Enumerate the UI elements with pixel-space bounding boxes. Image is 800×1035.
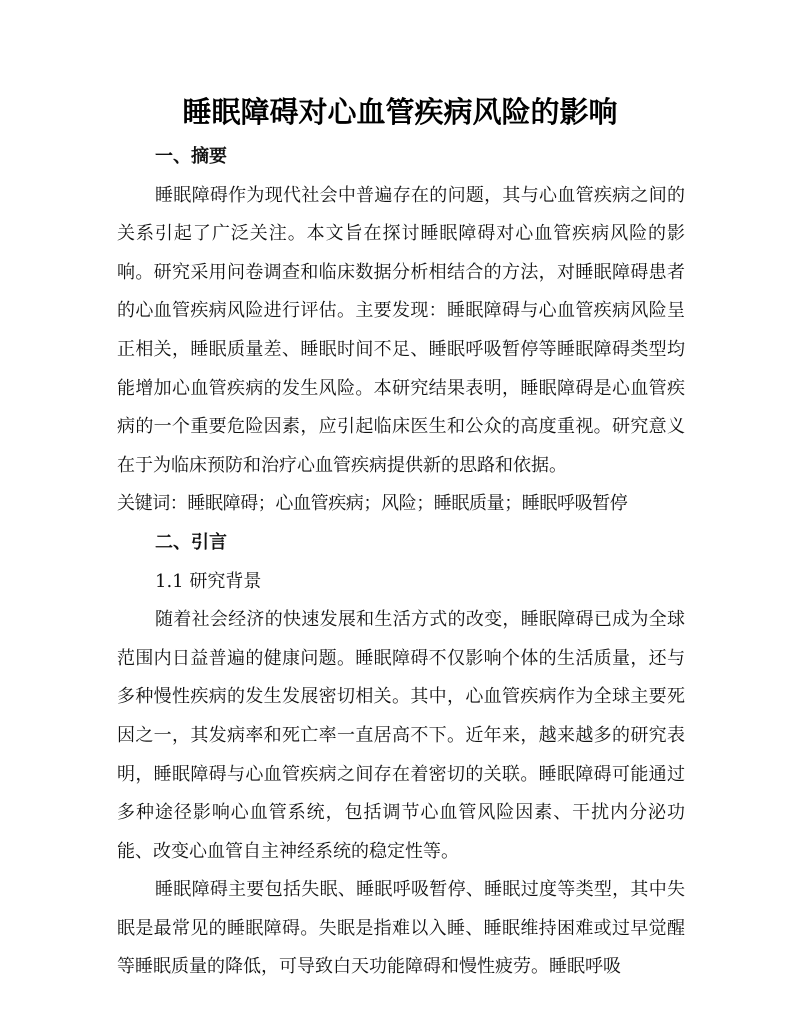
abstract-paragraph: 睡眠障碍作为现代社会中普遍存在的问题，其与心血管疾病之间的关系引起了广泛关注。本文旨在探讨睡眠障碍对心血管疾病风险的影响。研究采用问卷调查和临床数据分析相结合的方法，对睡眠障碍患者的心血管疾病风险进行评估。主要发现：睡眠障碍与心血管疾病风险呈正相关，睡眠质量差、睡眠时间不足、睡眠呼吸暂停等睡眠障碍类型均能增加心血管疾病的发生风险。本研究结果表明，睡眠障碍是心血管疾病的一个重要危险因素，应引起临床医生和公众的高度重视。研究意义在于为临床预防和治疗心血管疾病提供新的思路和依据。 bbox=[117, 184, 685, 476]
section-heading-introduction: 二、引言 bbox=[155, 531, 227, 553]
section-heading-abstract: 一、摘要 bbox=[155, 146, 227, 167]
document-title: 睡眠障碍对心血管疾病风险的影响 bbox=[182, 95, 618, 129]
intro-paragraph-1: 随着社会经济的快速发展和生活方式的改变，睡眠障碍已成为全球范围内日益普遍的健康问题。睡眠障碍不仅影响个体的生活质量，还与多种慢性疾病的发生发展密切相关。其中，心血管疾病作为全球主要死因之一，其发病率和死亡率一直居高不下。近年来，越来越多的研究表明，睡眠障碍与心血管疾病之间存在着密切的关联。睡眠障碍可能通过多种途径影响心血管系统，包括调节心血管风险因素、干扰内分泌功能、改变心血管自主神经系统的稳定性等。 bbox=[117, 609, 685, 862]
intro-paragraph-2: 睡眠障碍主要包括失眠、睡眠呼吸暂停、睡眠过度等类型，其中失眠是最常见的睡眠障碍。失眠是指难以入睡、睡眠维持困难或过早觉醒等睡眠质量的降低，可导致白天功能障碍和慢性疲劳。睡眠呼吸 bbox=[117, 879, 685, 978]
keywords-line: 关键词：睡眠障碍；心血管疾病；风险；睡眠质量；睡眠呼吸暂停 bbox=[117, 493, 628, 515]
document-body bbox=[117, 138, 685, 987]
subsection-heading-research-background: 1.1 研究背景 bbox=[155, 570, 262, 592]
